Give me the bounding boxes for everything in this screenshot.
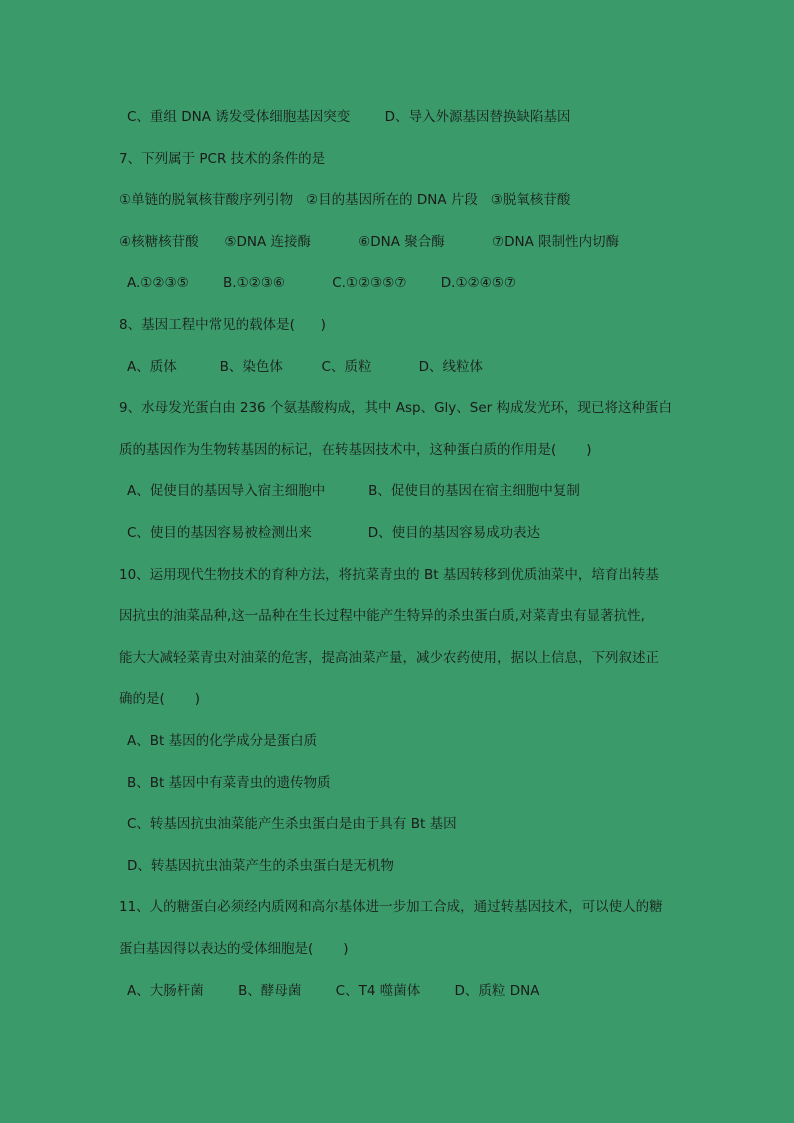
q6-options-cd: C、重组 DNA 诱发受体细胞基因突变 D、导入外源基因替换缺陷基因 — [127, 109, 571, 125]
q9-options-cd: C、使目的基因容易被检测出来 D、使目的基因容易成功表达 — [127, 525, 541, 541]
q9-stem-1: 9、水母发光蛋白由 236 个氨基酸构成，其中 Asp、Gly、Ser 构成发光环，现已将这种蛋白 — [119, 400, 672, 416]
q10-stem-1: 10、运用现代生物技术的育种方法，将抗菜青虫的 Bt 基因转移到优质油菜中，培育出转基 — [119, 567, 659, 583]
q11-stem-1: 11、人的糖蛋白必须经内质网和高尔基体进一步加工合成，通过转基因技术，可以使人的糖 — [119, 899, 663, 915]
q10-option-c: C、转基因抗虫油菜能产生杀虫蛋白是由于具有 Bt 基因 — [127, 816, 457, 832]
q8-stem: 8、基因工程中常见的载体是( ) — [119, 317, 326, 333]
q11-options: A、大肠杆菌 B、酵母菌 C、T4 噬菌体 D、质粒 DNA — [127, 983, 540, 999]
q10-option-d: D、转基因抗虫油菜产生的杀虫蛋白是无机物 — [127, 858, 394, 874]
q10-option-b: B、Bt 基因中有菜青虫的遗传物质 — [127, 775, 331, 791]
q10-stem-2: 因抗虫的油菜品种,这一品种在生长过程中能产生特异的杀虫蛋白质,对菜青虫有显著抗性, — [119, 608, 645, 624]
q7-conditions-1: ①单链的脱氧核苷酸序列引物 ②目的基因所在的 DNA 片段 ③脱氧核苷酸 — [119, 192, 571, 208]
q10-stem-3: 能大大减轻菜青虫对油菜的危害，提高油菜产量，减少农药使用，据以上信息，下列叙述正 — [119, 650, 659, 666]
q7-stem: 7、下列属于 PCR 技术的条件的是 — [119, 151, 326, 167]
q7-options: A.①②③⑤ B.①②③⑥ C.①②③⑤⑦ D.①②④⑤⑦ — [127, 275, 516, 291]
q10-stem-4: 确的是( ) — [119, 691, 201, 707]
q9-stem-2: 质的基因作为生物转基因的标记，在转基因技术中，这种蛋白质的作用是( ) — [119, 442, 592, 458]
q8-options: A、质体 B、染色体 C、质粒 D、线粒体 — [127, 359, 484, 375]
q7-conditions-2: ④核糖核苷酸 ⑤DNA 连接酶 ⑥DNA 聚合酶 ⑦DNA 限制性内切酶 — [119, 234, 620, 250]
q10-option-a: A、Bt 基因的化学成分是蛋白质 — [127, 733, 318, 749]
q9-options-ab: A、促使目的基因导入宿主细胞中 B、促使目的基因在宿主细胞中复制 — [127, 483, 580, 499]
q11-stem-2: 蛋白基因得以表达的受体细胞是( ) — [119, 941, 349, 957]
